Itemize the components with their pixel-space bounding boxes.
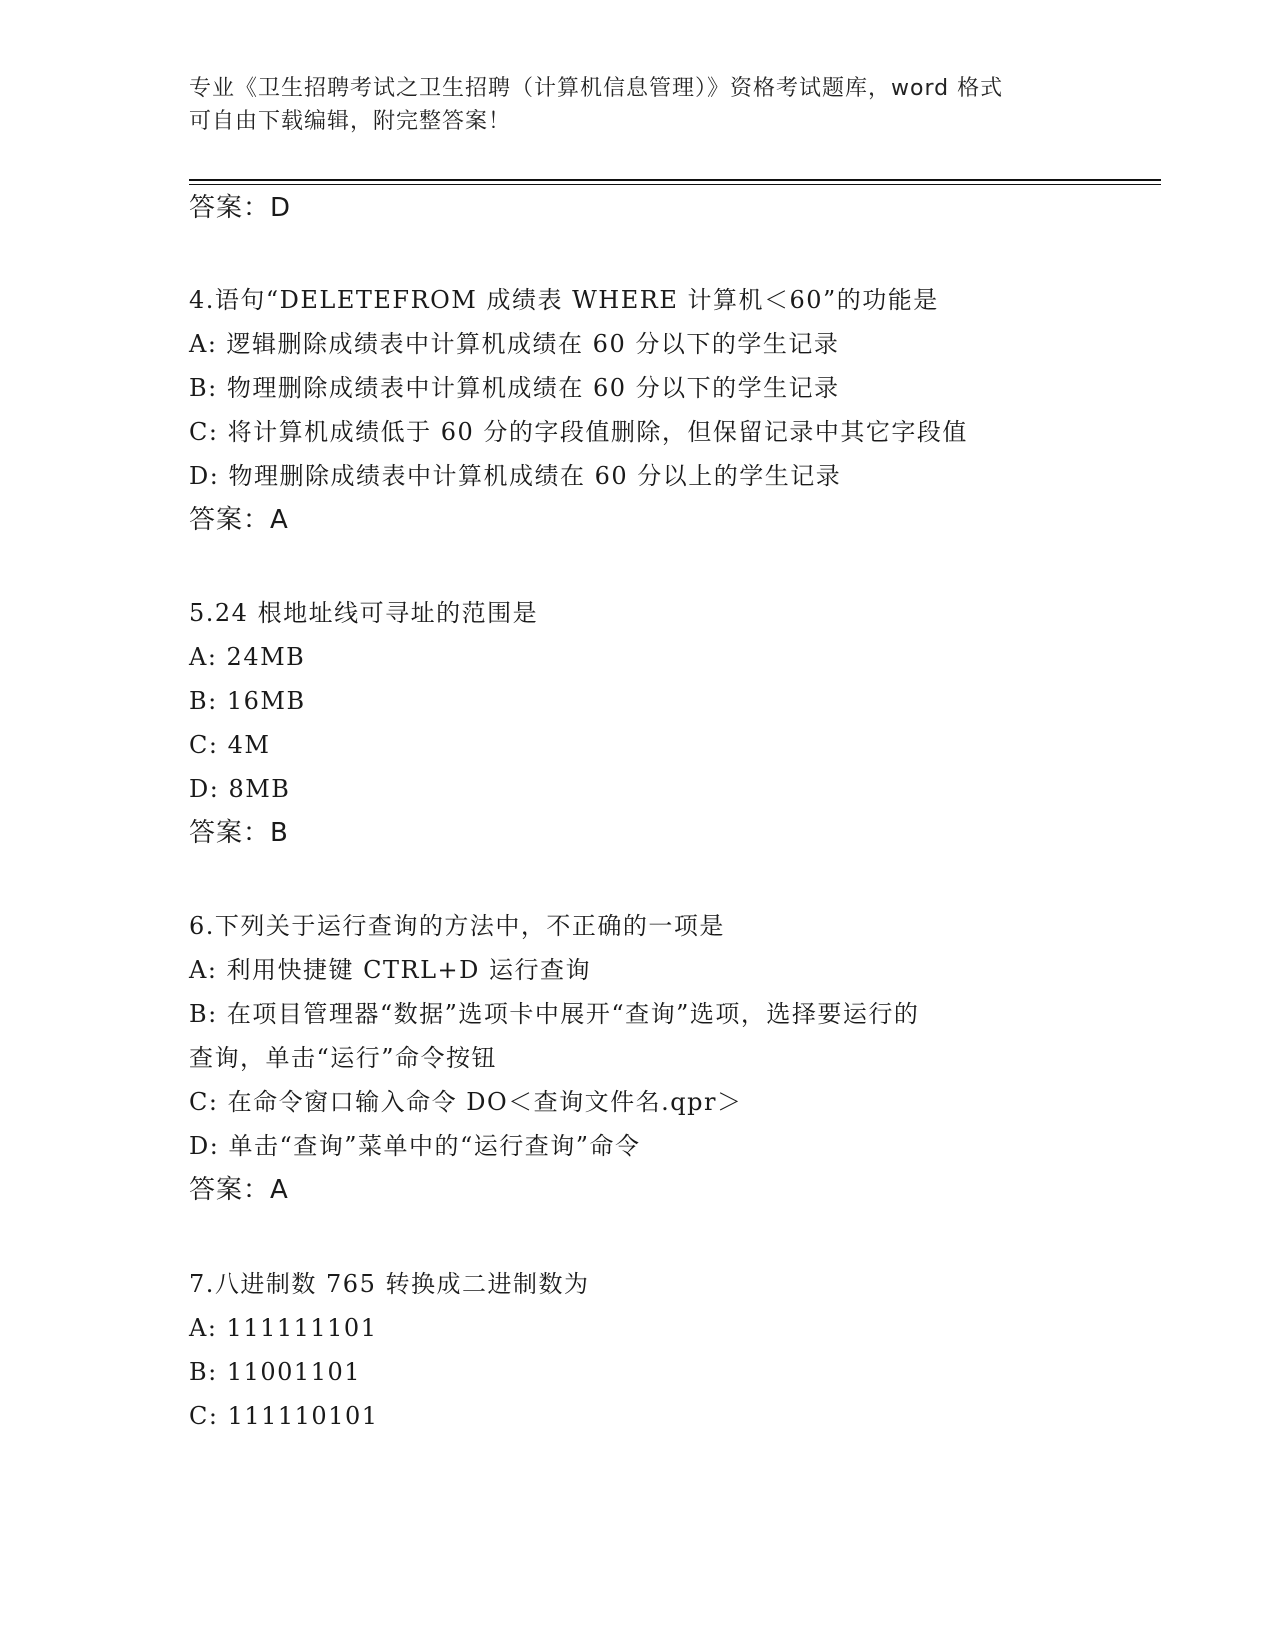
header-line-1: 专业《卫生招聘考试之卫生招聘（计算机信息管理）》资格考试题库，word 格式 bbox=[189, 76, 1004, 101]
question-5-option-a: A: 24MB bbox=[189, 643, 306, 671]
question-4-option-c: C: 将计算机成绩低于 60 分的字段值删除，但保留记录中其它字段值 bbox=[189, 418, 968, 446]
answer-prev: 答案：D bbox=[189, 193, 292, 223]
question-7-option-c: C: 111110101 bbox=[189, 1402, 379, 1430]
header-line-2: 可自由下载编辑，附完整答案！ bbox=[189, 109, 512, 134]
question-5-option-b: B: 16MB bbox=[189, 687, 306, 715]
question-6-option-c: C: 在命令窗口输入命令 DO＜查询文件名.qpr＞ bbox=[189, 1088, 743, 1116]
question-6-option-d: D: 单击“查询”菜单中的“运行查询”命令 bbox=[189, 1132, 641, 1160]
question-7-stem: 7.八进制数 765 转换成二进制数为 bbox=[189, 1270, 590, 1298]
question-6-answer: 答案：A bbox=[189, 1175, 289, 1205]
question-4-option-a: A: 逻辑删除成绩表中计算机成绩在 60 分以下的学生记录 bbox=[189, 330, 840, 358]
question-5-answer: 答案：B bbox=[189, 818, 289, 848]
question-5-option-d: D: 8MB bbox=[189, 775, 291, 803]
question-6-option-a: A: 利用快捷键 CTRL+D 运行查询 bbox=[189, 956, 592, 984]
question-6-option-b: B: 在项目管理器“数据”选项卡中展开“查询”选项，选择要运行的 bbox=[189, 1000, 920, 1028]
question-7-option-b: B: 11001101 bbox=[189, 1358, 362, 1386]
question-4-answer: 答案：A bbox=[189, 505, 289, 535]
header-rule-thick bbox=[189, 179, 1161, 181]
question-5-option-c: C: 4M bbox=[189, 731, 271, 759]
question-4-option-d: D: 物理删除成绩表中计算机成绩在 60 分以上的学生记录 bbox=[189, 462, 842, 490]
header-rule-thin bbox=[189, 184, 1161, 185]
question-4-option-b: B: 物理删除成绩表中计算机成绩在 60 分以下的学生记录 bbox=[189, 374, 840, 402]
question-4-stem: 4.语句“DELETEFROM 成绩表 WHERE 计算机＜60”的功能是 bbox=[189, 286, 939, 314]
question-6-option-b-continued: 查询，单击“运行”命令按钮 bbox=[189, 1044, 498, 1072]
document-header bbox=[189, 72, 1089, 138]
question-7-option-a: A: 111111101 bbox=[189, 1314, 378, 1342]
question-6-stem: 6.下列关于运行查询的方法中，不正确的一项是 bbox=[189, 912, 725, 940]
question-5-stem: 5.24 根地址线可寻址的范围是 bbox=[189, 599, 539, 627]
